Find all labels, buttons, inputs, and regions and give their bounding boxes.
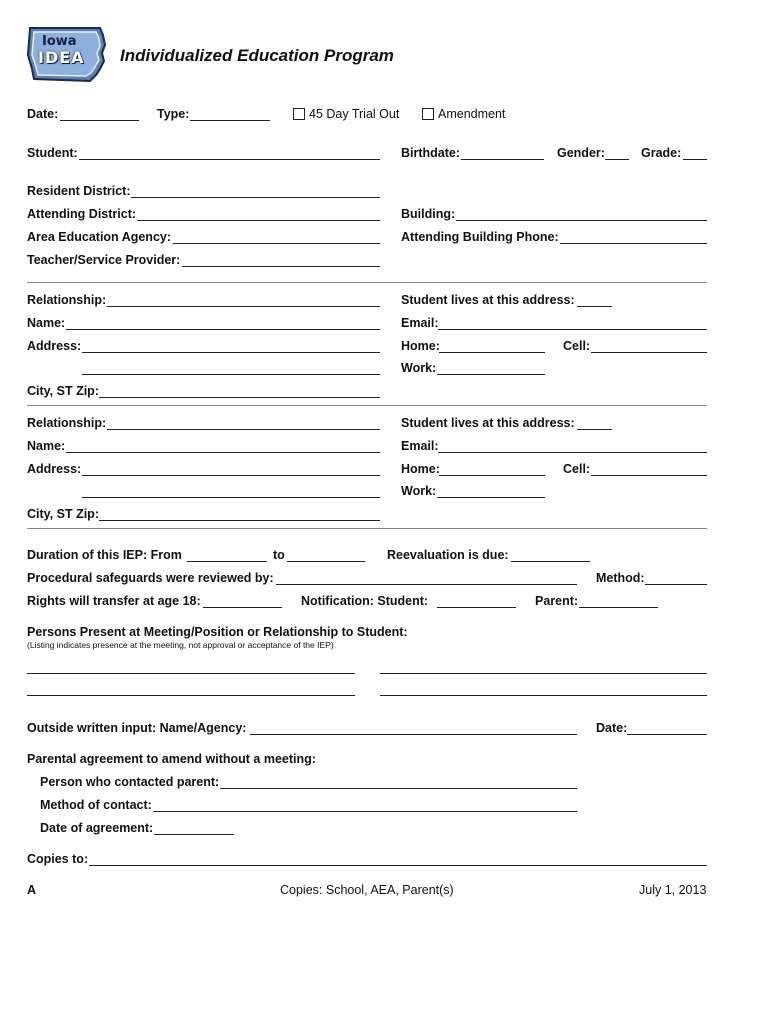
teacher-field[interactable] <box>182 266 380 267</box>
email-1-label: Email: <box>401 316 439 330</box>
footer-copies: Copies: School, AEA, Parent(s) <box>280 883 454 897</box>
birthdate-label: Birthdate: <box>401 146 461 160</box>
home-1-label: Home: <box>401 339 440 353</box>
date-agreement-field[interactable] <box>154 834 234 835</box>
person-present-field[interactable] <box>27 695 355 696</box>
attending-district-label: Attending District: <box>27 207 137 221</box>
iowa-idea-logo <box>26 25 108 83</box>
address-1-field[interactable] <box>82 352 380 353</box>
relationship-1-label: Relationship: <box>27 293 107 307</box>
address-1-label: Address: <box>27 339 82 353</box>
rights-transfer-field[interactable] <box>203 607 282 608</box>
relationship-1-field[interactable] <box>107 306 380 307</box>
cell-2-label: Cell: <box>563 462 591 476</box>
duration-to-field[interactable] <box>287 561 365 562</box>
trial-out-checkbox[interactable] <box>293 108 305 120</box>
person-contacted-field[interactable] <box>220 788 577 789</box>
logo-text-idea: IDEA <box>38 48 85 67</box>
home-2-label: Home: <box>401 462 440 476</box>
section-divider <box>27 282 707 283</box>
section-divider <box>27 528 707 529</box>
type-label: Type: <box>157 107 190 121</box>
resident-district-label: Resident District: <box>27 184 131 198</box>
address-2-field[interactable] <box>82 475 380 476</box>
date-agreement-label: Date of agreement: <box>40 821 154 835</box>
notification-student-label: Notification: Student: <box>301 594 429 608</box>
name-1-label: Name: <box>27 316 66 330</box>
lives-at-address-2-label: Student lives at this address: <box>401 416 575 430</box>
date-label: Date: <box>27 107 59 121</box>
grade-label: Grade: <box>641 146 682 160</box>
email-1-field[interactable] <box>438 329 707 330</box>
grade-field[interactable] <box>683 159 707 160</box>
method-field[interactable] <box>645 584 707 585</box>
name-2-field[interactable] <box>66 452 380 453</box>
type-field[interactable] <box>190 120 270 121</box>
building-label: Building: <box>401 207 456 221</box>
amendment-label: Amendment <box>438 107 506 121</box>
gender-field[interactable] <box>605 159 629 160</box>
work-2-label: Work: <box>401 484 437 498</box>
notification-student-field[interactable] <box>437 607 516 608</box>
person-present-field[interactable] <box>380 673 707 674</box>
relationship-2-field[interactable] <box>107 429 380 430</box>
home-2-field[interactable] <box>439 475 545 476</box>
building-phone-field[interactable] <box>560 243 707 244</box>
copies-to-label: Copies to: <box>27 852 89 866</box>
outside-input-field[interactable] <box>250 734 577 735</box>
duration-label: Duration of this IEP: From <box>27 548 182 562</box>
amendment-checkbox[interactable] <box>422 108 434 120</box>
page-title: Individualized Education Program <box>120 46 394 65</box>
safeguards-field[interactable] <box>276 584 577 585</box>
email-2-field[interactable] <box>438 452 707 453</box>
lives-at-address-2-field[interactable] <box>577 429 612 430</box>
building-phone-label: Attending Building Phone: <box>401 230 559 244</box>
section-divider <box>27 405 707 406</box>
email-2-label: Email: <box>401 439 439 453</box>
logo-text-iowa: Iowa <box>42 34 77 49</box>
person-present-field[interactable] <box>27 673 355 674</box>
city-1-label: City, ST Zip: <box>27 384 99 398</box>
address-2-label: Address: <box>27 462 82 476</box>
outside-date-field[interactable] <box>627 734 707 735</box>
lives-at-address-1-label: Student lives at this address: <box>401 293 575 307</box>
cell-2-field[interactable] <box>591 475 707 476</box>
gender-label: Gender: <box>557 146 605 160</box>
trial-out-label: 45 Day Trial Out <box>309 107 400 121</box>
persons-present-heading: Persons Present at Meeting/Position or Relationship to Student: <box>27 625 408 639</box>
address-1-line2-field[interactable] <box>82 374 380 375</box>
copies-to-field[interactable] <box>89 865 707 866</box>
aea-field[interactable] <box>173 243 380 244</box>
name-2-label: Name: <box>27 439 66 453</box>
resident-district-field[interactable] <box>131 197 380 198</box>
relationship-2-label: Relationship: <box>27 416 107 430</box>
footer-date: July 1, 2013 <box>639 883 707 897</box>
outside-date-label: Date: <box>596 721 628 735</box>
cell-1-field[interactable] <box>591 352 707 353</box>
student-field[interactable] <box>79 159 380 160</box>
person-contacted-label: Person who contacted parent: <box>40 775 220 789</box>
reevaluation-label: Reevaluation is due: <box>387 548 509 562</box>
duration-to-label: to <box>273 548 285 562</box>
reevaluation-field[interactable] <box>511 561 590 562</box>
parental-agreement-heading: Parental agreement to amend without a meeting: <box>27 752 316 766</box>
persons-present-note: (Listing indicates presence at the meeting, not approval or acceptance of the IEP) <box>27 640 334 650</box>
aea-label: Area Education Agency: <box>27 230 172 244</box>
address-2-line2-field[interactable] <box>82 497 380 498</box>
notification-parent-field[interactable] <box>579 607 658 608</box>
method-contact-label: Method of contact: <box>40 798 152 812</box>
city-1-field[interactable] <box>99 397 380 398</box>
date-field[interactable] <box>60 120 139 121</box>
cell-1-label: Cell: <box>563 339 591 353</box>
city-2-field[interactable] <box>99 520 380 521</box>
method-contact-field[interactable] <box>153 811 577 812</box>
city-2-label: City, ST Zip: <box>27 507 99 521</box>
rights-transfer-label: Rights will transfer at age 18: <box>27 594 201 608</box>
name-1-field[interactable] <box>66 329 380 330</box>
person-present-field[interactable] <box>380 695 707 696</box>
safeguards-label: Procedural safeguards were reviewed by: <box>27 571 274 585</box>
work-1-label: Work: <box>401 361 437 375</box>
footer-form-code: A <box>27 883 37 897</box>
notification-parent-label: Parent: <box>535 594 579 608</box>
teacher-label: Teacher/Service Provider: <box>27 253 181 267</box>
birthdate-field[interactable] <box>461 159 544 160</box>
work-2-field[interactable] <box>437 497 545 498</box>
duration-from-field[interactable] <box>187 561 267 562</box>
attending-district-field[interactable] <box>137 220 380 221</box>
outside-input-label: Outside written input: Name/Agency: <box>27 721 247 735</box>
work-1-field[interactable] <box>437 374 545 375</box>
student-label: Student: <box>27 146 78 160</box>
home-1-field[interactable] <box>439 352 545 353</box>
method-label: Method: <box>596 571 645 585</box>
lives-at-address-1-field[interactable] <box>577 306 612 307</box>
building-field[interactable] <box>456 220 707 221</box>
